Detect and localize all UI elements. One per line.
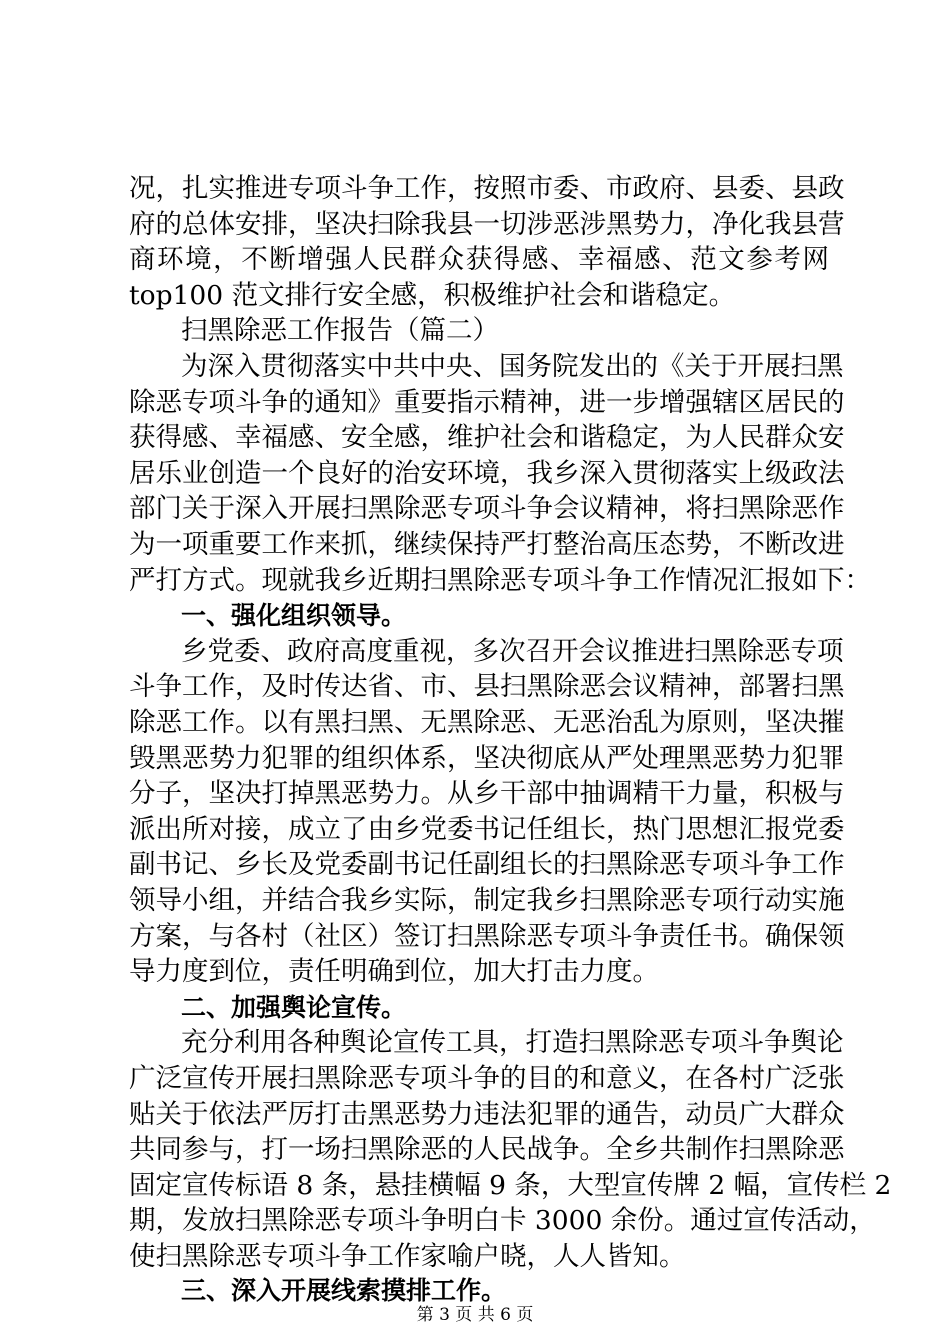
body-line: 部门关于深入开展扫黑除恶专项斗争会议精神，将扫黑除恶作 bbox=[129, 493, 845, 525]
body-line: 方案，与各村（社区）签订扫黑除恶专项斗争责任书。确保领 bbox=[129, 920, 845, 952]
body-line: 贴关于依法严厉打击黑恶势力违法犯罪的通告，动员广大群众 bbox=[129, 1098, 845, 1130]
body-line: 广泛宣传开展扫黑除恶专项斗争的目的和意义，在各村广泛张 bbox=[129, 1063, 845, 1094]
body-line: 严打方式。现就我乡近期扫黑除恶专项斗争工作情况汇报如下： bbox=[129, 564, 871, 596]
body-line: 为一项重要工作来抓，继续保持严打整治高压态势，不断改进 bbox=[129, 529, 845, 560]
body-line: 府的总体安排，坚决扫除我县一切涉恶涉黑势力，净化我县营 bbox=[129, 208, 845, 240]
page-footer: 第 3 页 共 6 页 bbox=[416, 1305, 534, 1325]
body-line: 除恶工作。以有黑扫黑、无黑除恶、无恶治乱为原则，坚决摧 bbox=[129, 707, 845, 738]
section-title: 扫黑除恶工作报告（篇二） bbox=[181, 315, 499, 347]
body-line: 况，扎实推进专项斗争工作，按照市委、市政府、县委、县政 bbox=[129, 173, 845, 204]
heading-two: 二、加强舆论宣传。 bbox=[181, 992, 407, 1022]
body-line: 导力度到位，责任明确到位，加大打击力度。 bbox=[129, 956, 659, 988]
body-line: 充分利用各种舆论宣传工具，打造扫黑除恶专项斗争舆论 bbox=[181, 1027, 844, 1059]
body-line: 乡党委、政府高度重视，多次召开会议推进扫黑除恶专项 bbox=[181, 635, 844, 667]
body-line: 副书记、乡长及党委副书记任副组长的扫黑除恶专项斗争工作 bbox=[129, 849, 845, 881]
body-line: 分子，坚决打掉黑恶势力。从乡干部中抽调精干力量，积极与 bbox=[129, 778, 845, 810]
body-line: top100 范文排行安全感，积极维护社会和谐稳定。 bbox=[129, 279, 736, 311]
body-line: 期，发放扫黑除恶专项斗争明白卡 3000 余份。通过宣传活动， bbox=[129, 1205, 876, 1237]
heading-one: 一、强化组织领导。 bbox=[181, 601, 407, 631]
body-line: 派出所对接，成立了由乡党委书记任组长，热门思想汇报党委 bbox=[129, 813, 845, 845]
body-line: 共同参与，打一场扫黑除恶的人民战争。全乡共制作扫黑除恶 bbox=[129, 1134, 845, 1166]
body-line: 居乐业创造一个良好的治安环境，我乡深入贯彻落实上级政法 bbox=[129, 457, 845, 489]
body-line: 获得感、幸福感、安全感，维护社会和谐稳定，为人民群众安 bbox=[129, 422, 845, 454]
body-line: 使扫黑除恶专项斗争工作家喻户晓，人人皆知。 bbox=[129, 1241, 686, 1272]
body-line: 商环境，不断增强人民群众获得感、幸福感、范文参考网 bbox=[129, 244, 829, 276]
body-line: 为深入贯彻落实中共中央、国务院发出的《关于开展扫黑 bbox=[181, 351, 844, 382]
body-line: 毁黑恶势力犯罪的组织体系，坚决彻底从严处理黑恶势力犯罪 bbox=[129, 742, 845, 774]
heading-three: 三、深入开展线索摸排工作。 bbox=[181, 1275, 507, 1305]
body-line: 固定宣传标语 8 条，悬挂横幅 9 条，大型宣传牌 2 幅，宣传栏 2 bbox=[129, 1169, 892, 1201]
body-line: 领导小组，并结合我乡实际，制定我乡扫黑除恶专项行动实施 bbox=[129, 885, 845, 916]
body-line: 斗争工作，及时传达省、市、县扫黑除恶会议精神，部署扫黑 bbox=[129, 671, 845, 703]
body-line: 除恶专项斗争的通知》重要指示精神，进一步增强辖区居民的 bbox=[129, 386, 845, 418]
